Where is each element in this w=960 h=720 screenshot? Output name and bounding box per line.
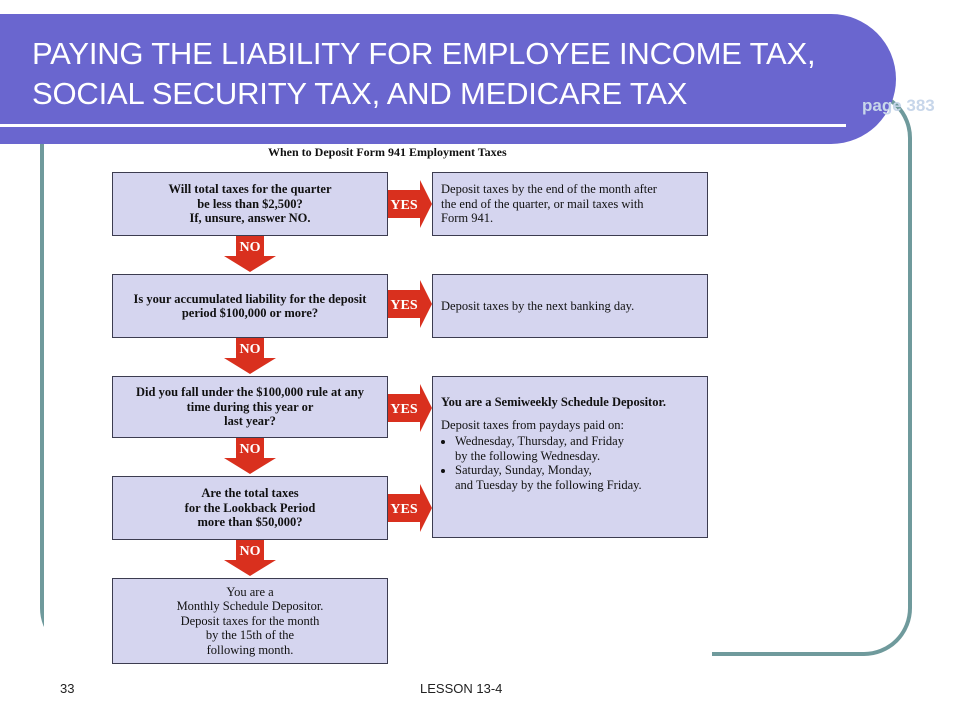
yes-label: YES bbox=[390, 298, 418, 313]
slide-title: PAYING THE LIABILITY FOR EMPLOYEE INCOME TAX, SOCIAL SECURITY TAX, AND MEDICARE TAX bbox=[32, 36, 816, 111]
result-heading-3: You are a Semiweekly Schedule Depositor. bbox=[441, 395, 666, 409]
question-text-4: Are the total taxes for the Lookback Period more than $50,000? bbox=[184, 486, 316, 530]
no-arrow-3 bbox=[224, 438, 276, 474]
lesson-label: LESSON 13-4 bbox=[420, 681, 503, 696]
no-arrow-1 bbox=[224, 236, 276, 272]
yes-label: YES bbox=[390, 502, 418, 517]
no-label: NO bbox=[239, 240, 261, 255]
yes-arrow-4 bbox=[388, 484, 432, 532]
yes-label: YES bbox=[390, 198, 418, 213]
result-bullet-2: • Saturday, Sunday, Monday, and Tuesday by the following Friday. bbox=[455, 463, 666, 492]
flowchart-title: When to Deposit Form 941 Employment Taxes bbox=[268, 145, 507, 159]
result-text-1: Deposit taxes by the end of the month after the end of the quarter, or mail taxes with Form 941. bbox=[441, 182, 657, 226]
question-text-3: Did you fall under the $100,000 rule at any time during this year or last year? bbox=[136, 385, 364, 429]
no-label: NO bbox=[239, 342, 261, 357]
final-result-text: You are a Monthly Schedule Depositor. Deposit taxes for the month by the 15th of the following month. bbox=[176, 584, 324, 657]
result-bullet-1: • Wednesday, Thursday, and Friday by the following Wednesday. bbox=[455, 434, 666, 463]
page-reference: page 383 bbox=[862, 96, 935, 115]
question-text-2: Is your accumulated liability for the deposit period $100,000 or more? bbox=[133, 291, 367, 320]
no-label: NO bbox=[239, 442, 261, 457]
yes-arrow-2 bbox=[388, 280, 432, 328]
yes-arrow-3 bbox=[388, 384, 432, 432]
result-text-2: Deposit taxes by the next banking day. bbox=[441, 298, 635, 313]
no-label: NO bbox=[239, 544, 261, 559]
question-text-1: Will total taxes for the quarter be less than $2,500? If, unsure, answer NO. bbox=[168, 182, 332, 226]
no-arrow-4 bbox=[224, 540, 276, 576]
result-intro-3: Deposit taxes from paydays paid on: bbox=[441, 417, 624, 432]
no-arrow-2 bbox=[224, 338, 276, 374]
yes-arrow-1 bbox=[388, 180, 432, 228]
slide-number: 33 bbox=[60, 681, 75, 696]
yes-label: YES bbox=[390, 402, 418, 417]
